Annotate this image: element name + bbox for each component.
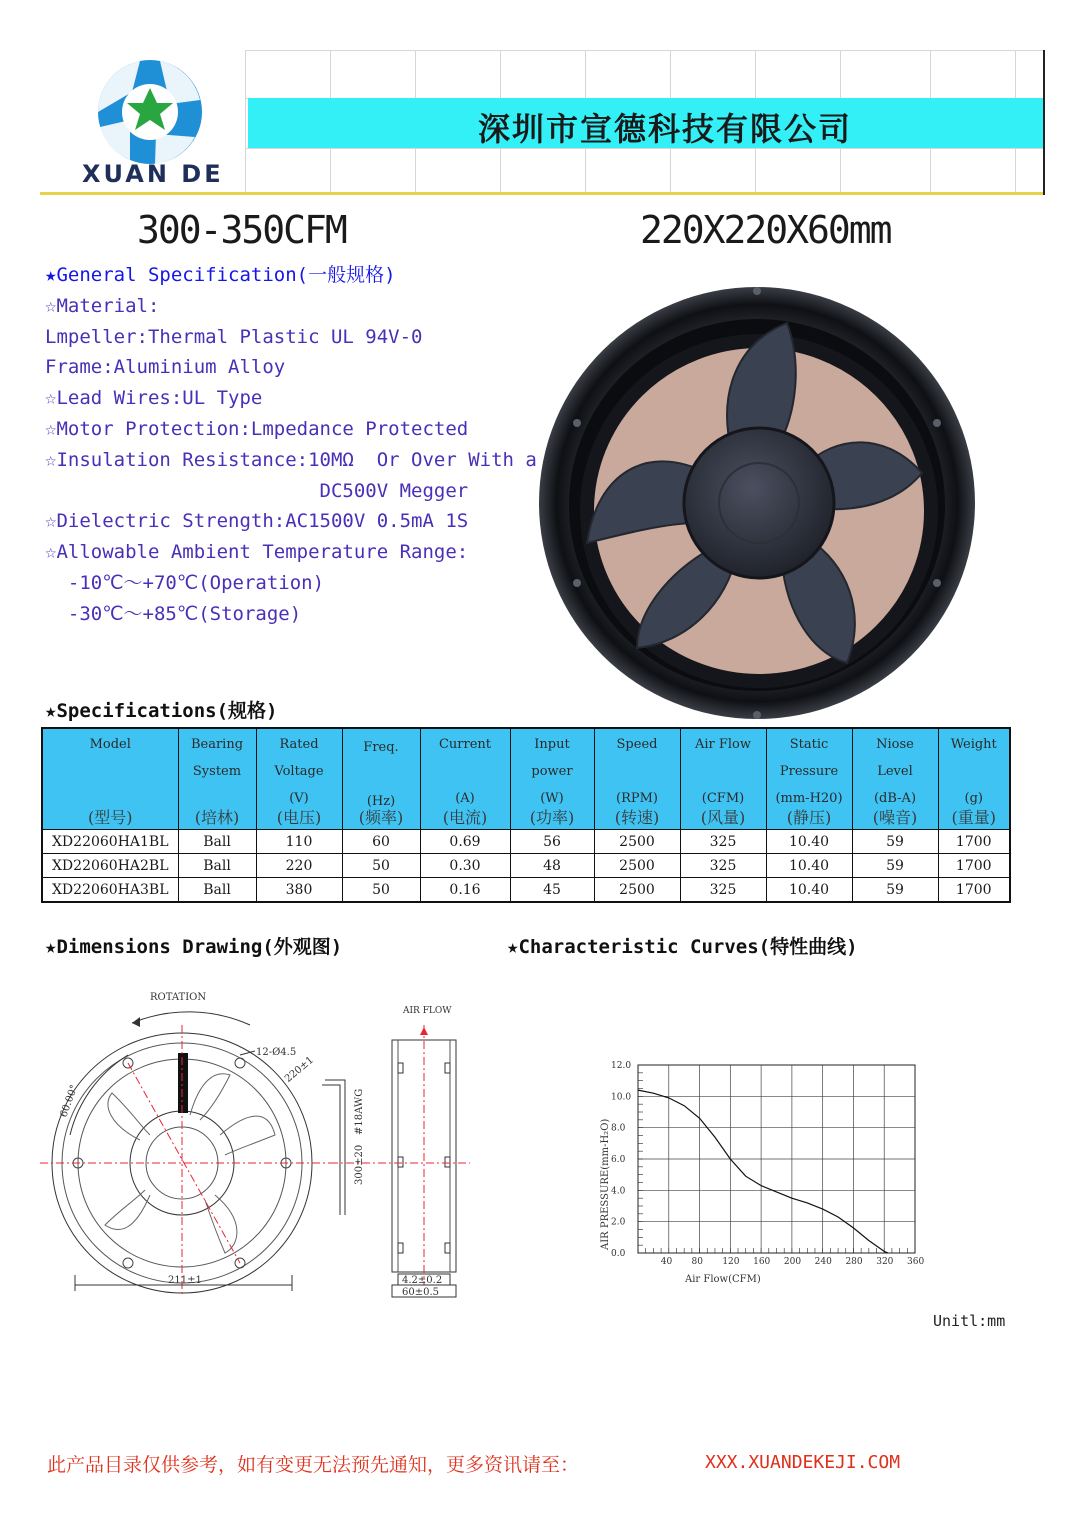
footer-note: 此产品目录仅供参考，如有变更无法预先通知，更多资讯请至： xyxy=(47,1454,580,1476)
angle-label: 60.00° xyxy=(58,1083,81,1119)
table-cell: 10.40 xyxy=(766,878,852,903)
chart-grid xyxy=(638,1065,915,1253)
header-en-text: Model xyxy=(89,737,131,752)
chart-y-tick-label: 10.0 xyxy=(611,1092,632,1103)
awg-label: #18AWG xyxy=(354,1088,365,1135)
table-cell: 0.16 xyxy=(420,878,510,903)
header-zh-text: (型号) xyxy=(88,808,133,827)
chart-y-tick-label: 8.0 xyxy=(611,1123,626,1134)
chart-x-tick-label: 320 xyxy=(876,1257,894,1267)
table-cell: 50 xyxy=(342,854,420,878)
header-zh-text: (培林) xyxy=(194,808,240,827)
general-specification xyxy=(45,260,537,630)
chart-y-axis-label: AIR PRESSURE(mm-H₂O) xyxy=(600,1118,611,1250)
chart-ticks xyxy=(611,1061,924,1267)
header-zh-text: (风量) xyxy=(700,808,746,827)
table-body xyxy=(42,830,1010,903)
table-cell: 59 xyxy=(852,830,938,854)
table-cell: 110 xyxy=(256,830,342,854)
table-row xyxy=(42,878,1010,903)
table-header-cell xyxy=(342,728,420,830)
header-en-text: (V) xyxy=(289,791,309,806)
table-cell: 2500 xyxy=(594,830,680,854)
header-en-text xyxy=(595,758,680,785)
table-cell: 59 xyxy=(852,878,938,903)
table-cell: 50 xyxy=(342,878,420,903)
specifications-table xyxy=(41,727,1011,903)
header-en-text: Rated xyxy=(279,737,319,752)
spec-line: Frame:Aluminium Alloy xyxy=(45,356,286,379)
table-row xyxy=(42,854,1010,878)
table-cell: 325 xyxy=(680,854,766,878)
chart-series-line xyxy=(638,1090,888,1253)
header-en-text: Niose xyxy=(876,737,914,752)
table-cell: XD22060HA1BL xyxy=(42,830,178,854)
chart-y-tick-label: 6.0 xyxy=(611,1155,626,1165)
table-cell: XD22060HA3BL xyxy=(42,878,178,903)
table-header-cell xyxy=(42,728,178,830)
spec-line: ★General Specification(一般规格) xyxy=(45,264,396,286)
table-cell: 325 xyxy=(680,830,766,854)
table-row xyxy=(42,830,1010,854)
chart-x-tick-label: 40 xyxy=(660,1257,673,1267)
header-en-text: Voltage xyxy=(274,764,324,779)
header-en-text: System xyxy=(192,764,242,779)
table-cell: 1700 xyxy=(938,878,1010,903)
header-en-text xyxy=(939,758,1010,785)
table-header-cell xyxy=(420,728,510,830)
spec-line: -10℃～+70℃(Operation) xyxy=(45,571,325,594)
chart-x-tick-label: 240 xyxy=(814,1257,832,1267)
spec-line: ☆Dielectric Strength:AC1500V 0.5mA 1S xyxy=(45,510,469,533)
spec-line: ☆Motor Protection:Lmpedance Protected xyxy=(45,417,469,440)
table-cell: 45 xyxy=(510,878,594,903)
header-en-text: (RPM) xyxy=(616,791,658,806)
header-zh-text: (频率) xyxy=(358,808,404,827)
header-en-text xyxy=(43,758,178,785)
depth-label: 60±0.5 xyxy=(402,1287,440,1298)
table-header-cell xyxy=(938,728,1010,830)
spec-line: ☆Material: xyxy=(45,294,160,317)
header-en-text: (CFM) xyxy=(701,791,745,806)
curves-title: ★Characteristic Curves(特性曲线) xyxy=(507,936,858,958)
header-en-text: (mm-H20) xyxy=(775,791,843,806)
table-cell: Ball xyxy=(178,830,256,854)
table-cell: 10.40 xyxy=(766,854,852,878)
table-header-cell xyxy=(510,728,594,830)
table-header-cell xyxy=(178,728,256,830)
table-cell: 325 xyxy=(680,878,766,903)
footer-url[interactable]: XXX.XUANDEKEJI.COM xyxy=(705,1452,901,1473)
dimensions-drawing xyxy=(40,985,480,1305)
spec-line: ☆Insulation Resistance:10MΩ Or Over With a xyxy=(45,448,537,471)
header-en-text: Speed xyxy=(616,737,658,752)
logo-text: XUAN DE xyxy=(82,160,224,188)
characteristic-curve-chart xyxy=(590,1050,940,1290)
chart-x-axis-label: Air Flow(CFM) xyxy=(685,1274,761,1285)
header-zh-text: (噪音) xyxy=(872,808,918,827)
holes-label: 12-Ø4.5 xyxy=(256,1047,297,1058)
header-en-text: (Hz) xyxy=(366,794,396,809)
table-cell: 220 xyxy=(256,854,342,878)
header-en-text: (W) xyxy=(540,791,564,806)
rotation-label: ROTATION xyxy=(150,992,207,1003)
header-divider xyxy=(40,192,1044,195)
table-cell: 380 xyxy=(256,878,342,903)
table-cell: 2500 xyxy=(594,854,680,878)
table-cell: 59 xyxy=(852,854,938,878)
header-zh-text: (电压) xyxy=(276,808,322,827)
header-en-text: Input xyxy=(534,737,570,752)
table-header-row xyxy=(42,728,1010,830)
table-cell: 60 xyxy=(342,830,420,854)
chart-x-tick-label: 160 xyxy=(753,1257,771,1267)
chart-y-tick-label: 12.0 xyxy=(611,1061,632,1071)
fan-product-image xyxy=(537,283,977,723)
spec-line: -30℃～+85℃(Storage) xyxy=(45,602,302,625)
table-cell: 0.30 xyxy=(420,854,510,878)
specifications-title: ★Specifications(规格) xyxy=(45,700,278,722)
table-header-cell xyxy=(766,728,852,830)
chart-y-tick-label: 0.0 xyxy=(611,1249,626,1259)
table-cell: 56 xyxy=(510,830,594,854)
lead-length-label: 300±20 xyxy=(354,1144,365,1185)
chart-x-tick-label: 80 xyxy=(691,1257,704,1267)
header-zh-text: (功率) xyxy=(529,808,575,827)
header-en-text: Freq. xyxy=(363,740,399,755)
flange-label: 4.2±0.2 xyxy=(402,1275,443,1286)
header-en-text: (dB-A) xyxy=(873,791,917,806)
header-en-text: Weight xyxy=(950,737,997,752)
header-en-text: Bearing xyxy=(190,737,244,752)
chart-y-tick-label: 4.0 xyxy=(611,1186,626,1197)
header-en-text: Static xyxy=(789,737,829,752)
table-header-cell xyxy=(256,728,342,830)
header-en-text: (A) xyxy=(455,791,475,806)
header-grid-vline xyxy=(245,50,246,195)
table-cell: 48 xyxy=(510,854,594,878)
header-en-text: (g) xyxy=(964,791,983,806)
header-zh-text: (静压) xyxy=(786,808,832,827)
table-header-cell xyxy=(680,728,766,830)
header-zh-text: (重量) xyxy=(951,808,996,827)
header-en-text xyxy=(343,761,420,788)
table-cell: XD22060HA2BL xyxy=(42,854,178,878)
diameter-label: 220±1 xyxy=(282,1054,316,1085)
header-en-text xyxy=(421,758,510,785)
chart-x-tick-label: 200 xyxy=(783,1257,802,1267)
unit-note: Unitl:mm xyxy=(933,1312,1006,1330)
air-flow-label: AIR FLOW xyxy=(403,1006,452,1016)
header-en-text: Air Flow xyxy=(694,737,752,752)
header-en-text: Pressure xyxy=(779,764,839,779)
table-cell: Ball xyxy=(178,854,256,878)
header-zh-text: (电流) xyxy=(442,808,488,827)
dimensions-title: ★Dimensions Drawing(外观图) xyxy=(45,936,343,958)
header-zh-text: (转速) xyxy=(614,808,660,827)
chart-x-tick-label: 360 xyxy=(907,1257,925,1267)
table-cell: 10.40 xyxy=(766,830,852,854)
table-cell: 1700 xyxy=(938,830,1010,854)
table-cell: 2500 xyxy=(594,878,680,903)
header-en-text: Level xyxy=(877,764,913,779)
table-cell: 1700 xyxy=(938,854,1010,878)
table-cell: 0.69 xyxy=(420,830,510,854)
headline-size: 220X220X60mm xyxy=(640,208,891,252)
header-en-text xyxy=(681,758,766,785)
chart-x-tick-label: 120 xyxy=(722,1257,740,1267)
chart-x-tick-label: 280 xyxy=(845,1257,863,1267)
header-en-text: power xyxy=(531,764,573,779)
spec-line: Lmpeller:Thermal Plastic UL 94V-0 xyxy=(45,325,423,348)
logo-mark-icon xyxy=(40,50,245,165)
chart-y-tick-label: 2.0 xyxy=(611,1217,626,1228)
table-header-cell xyxy=(594,728,680,830)
spec-line: ☆Lead Wires:UL Type xyxy=(45,387,263,410)
spec-line: DC500V Megger xyxy=(45,479,469,502)
table-header-cell xyxy=(852,728,938,830)
header-en-text: Current xyxy=(438,737,492,752)
table-cell: Ball xyxy=(178,878,256,903)
spec-line: ☆Allowable Ambient Temperature Range: xyxy=(45,541,469,564)
header-edge-line xyxy=(1043,50,1045,195)
width-label: 211±1 xyxy=(168,1275,202,1286)
company-name: 深圳市宣德科技有限公司 xyxy=(478,110,853,148)
headline-airflow: 300-350CFM xyxy=(137,208,346,252)
